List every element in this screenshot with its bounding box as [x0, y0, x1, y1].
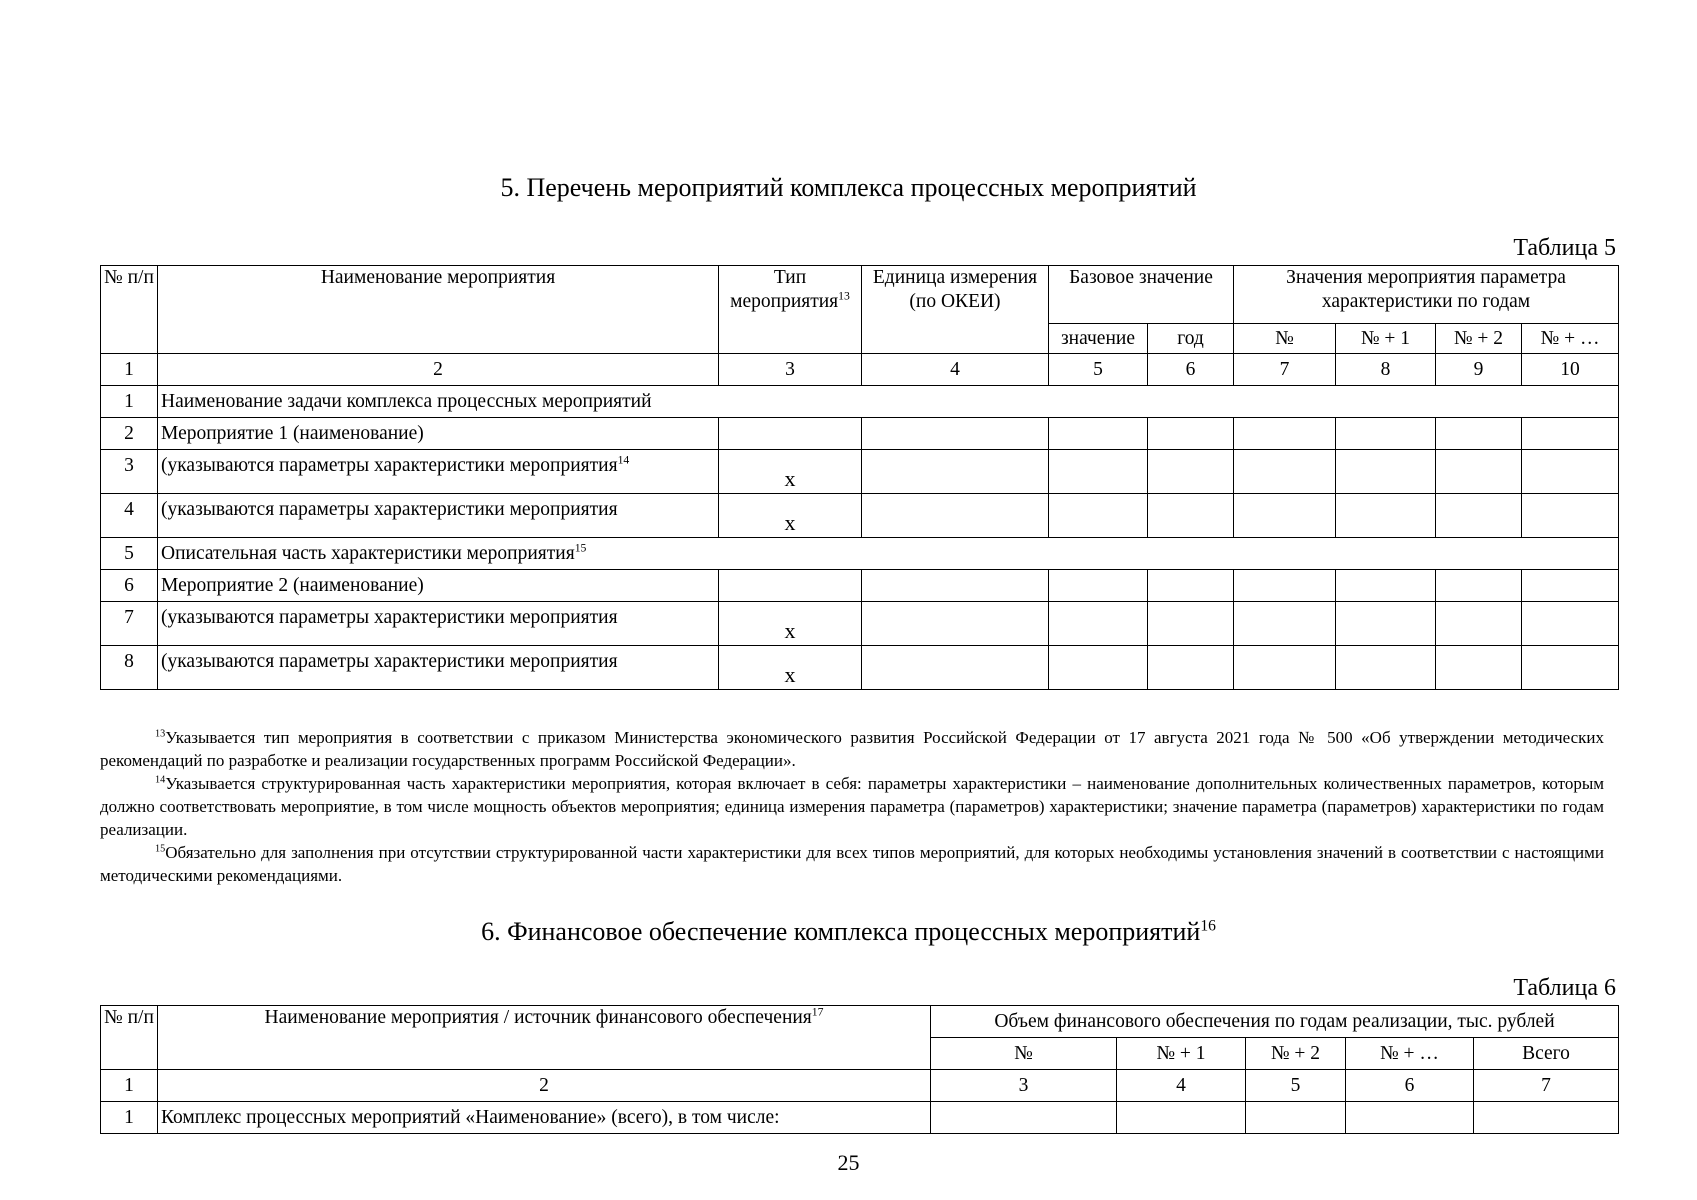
section5-title: 5. Перечень мероприятий комплекса процессных мероприятий [500, 173, 1197, 202]
t5-row-type: x [719, 494, 862, 538]
t5-row-num: 4 [101, 494, 158, 538]
footnote-15: $^{15}$Обязательно для заполнения при отсутствии структурированной части характеристики для всех типов мероприятий, для которых необходимы установления значений в соответствии с настоящими методическими рекомендациями. [100, 843, 1604, 885]
t5-row-num: 1 [101, 386, 158, 418]
t6-row-name: Комплекс процессных мероприятий «Наименование» (всего), в том числе: [158, 1102, 931, 1134]
t5-h-num: № п/п [101, 266, 158, 354]
t6-row-num: 1 [101, 1102, 158, 1134]
t5-colnum: 3 [719, 354, 862, 386]
t5-colnum: 1 [101, 354, 158, 386]
section6-title: 6. Финансовое обеспечение комплекса процессных мероприятий$^{16}$ [481, 917, 1216, 946]
t6-h-y2: № + 1 [1117, 1038, 1246, 1070]
t5-row-num: 8 [101, 646, 158, 690]
t5-row-num: 3 [101, 450, 158, 494]
table-row [101, 602, 1619, 646]
t5-row-type: x [719, 602, 862, 646]
t5-h-y2: № + 1 [1336, 324, 1436, 354]
t6-colnum: 7 [1474, 1070, 1619, 1102]
t6-h-y3: № + 2 [1246, 1038, 1346, 1070]
table-row [101, 494, 1619, 538]
table5 [100, 265, 1619, 690]
t5-h-base-year: год [1148, 324, 1234, 354]
table-row [101, 1102, 1619, 1134]
t5-h-y4: № + … [1522, 324, 1619, 354]
t5-colnum: 7 [1234, 354, 1336, 386]
t6-h-total: Всего [1474, 1038, 1619, 1070]
t5-colnum: 2 [158, 354, 719, 386]
t5-colnum: 8 [1336, 354, 1436, 386]
table-row [101, 386, 1619, 418]
t5-row-type: x [719, 450, 862, 494]
t6-h-y1: № [931, 1038, 1117, 1070]
table-row [101, 646, 1619, 690]
t5-h-base: Базовое значение [1049, 266, 1234, 324]
t5-h-y1: № [1234, 324, 1336, 354]
t5-h-name: Наименование мероприятия [158, 266, 719, 354]
t5-row-num: 2 [101, 418, 158, 450]
table6-label: Таблица 6 [1513, 975, 1616, 1001]
t5-row-name: (указываются параметры характеристики мероприятия$^{14}$ [158, 450, 719, 494]
footnote-14: $^{14}$Указывается структурированная часть характеристики мероприятия, которая включает в себя: параметры характеристики – наименование дополнительных количественных параметров, которым должно соответствовать мероприятие, в том числе мощность объектов мероприятия; единица измерения параметра (параметров) характеристики; значение параметра (параметров) характеристики по годам реализации. [100, 774, 1604, 839]
t5-row-num: 5 [101, 538, 158, 570]
t5-row-num: 6 [101, 570, 158, 602]
t6-colnum: 6 [1346, 1070, 1474, 1102]
t5-row-name: (указываются параметры характеристики мероприятия [158, 494, 719, 538]
table6 [100, 1005, 1619, 1134]
table-row [101, 538, 1619, 570]
table-row [101, 570, 1619, 602]
table5-label: Таблица 5 [1513, 235, 1616, 261]
table-row [101, 450, 1619, 494]
t5-row-name: Мероприятие 1 (наименование) [158, 418, 719, 450]
footnote-13: $^{13}$Указывается тип мероприятия в соответствии с приказом Министерства экономического развития Российской Федерации от 17 августа 2021 года № 500 «Об утверждении методических рекомендаций по разработке и реализации государственных программ Российской Федерации». [100, 728, 1604, 770]
t5-h-y3: № + 2 [1436, 324, 1522, 354]
t6-h-y4: № + … [1346, 1038, 1474, 1070]
t6-h-name: Наименование мероприятия / источник финансового обеспечения$^{17}$ [158, 1006, 931, 1070]
t5-row-name: (указываются параметры характеристики мероприятия [158, 646, 719, 690]
footnotes [100, 726, 1604, 887]
t5-row-name: Наименование задачи комплекса процессных мероприятий [158, 386, 1619, 418]
t6-h-num: № п/п [101, 1006, 158, 1070]
t5-col-numbers [101, 354, 1619, 386]
t5-row-name: Мероприятие 2 (наименование) [158, 570, 719, 602]
t5-h-type: Тип мероприятия$^{13}$ [719, 266, 862, 354]
t5-colnum: 4 [862, 354, 1049, 386]
page-number: 25 [837, 1150, 860, 1175]
t5-h-base-value: значение [1049, 324, 1148, 354]
t6-h-volume: Объем финансового обеспечения по годам реализации, тыс. рублей [931, 1006, 1619, 1038]
t5-h-unit: Единица измерения (по ОКЕИ) [862, 266, 1049, 354]
t6-colnum: 1 [101, 1070, 158, 1102]
t5-h-values: Значения мероприятия параметра характеристики по годам [1234, 266, 1619, 324]
t5-colnum: 10 [1522, 354, 1619, 386]
t5-colnum: 5 [1049, 354, 1148, 386]
t5-row-type: x [719, 646, 862, 690]
t5-row-name: (указываются параметры характеристики мероприятия [158, 602, 719, 646]
t5-row-name: Описательная часть характеристики мероприятия$^{15}$ [158, 538, 1619, 570]
t6-colnum: 2 [158, 1070, 931, 1102]
t6-col-numbers [101, 1070, 1619, 1102]
t5-row-num: 7 [101, 602, 158, 646]
t6-colnum: 3 [931, 1070, 1117, 1102]
t6-colnum: 5 [1246, 1070, 1346, 1102]
table-row [101, 418, 1619, 450]
t6-colnum: 4 [1117, 1070, 1246, 1102]
t5-colnum: 9 [1436, 354, 1522, 386]
t5-colnum: 6 [1148, 354, 1234, 386]
